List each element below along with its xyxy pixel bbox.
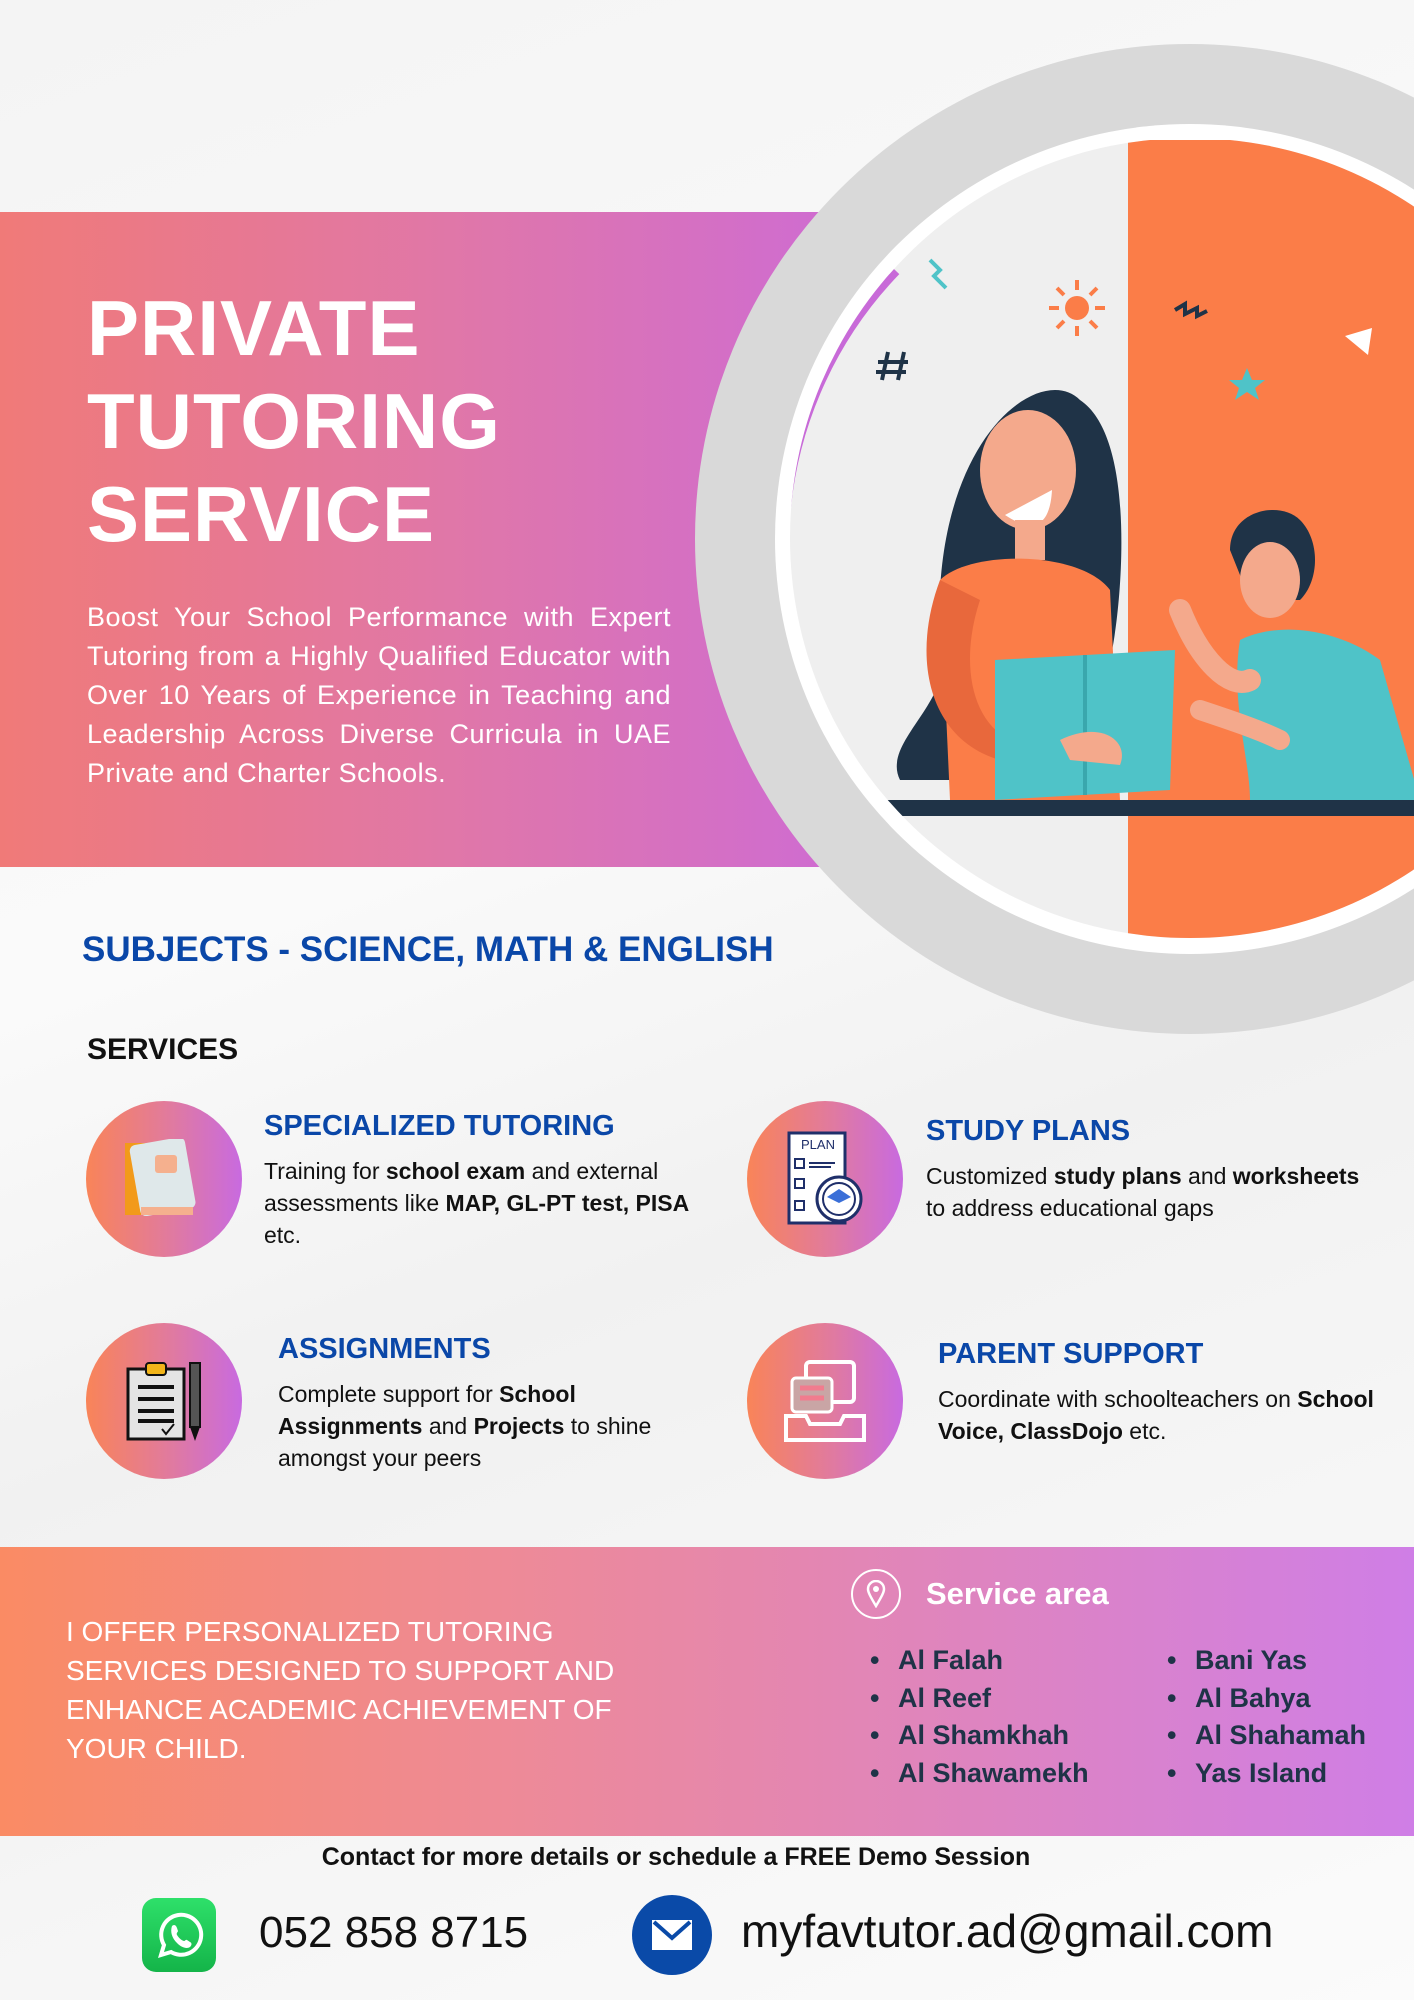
area-item: • Al Shawamekh <box>898 1758 1089 1796</box>
intro-text: Boost Your School Performance with Expert Tutoring from a Highly Qualified Educator with Over 10 Years of Experience in Teaching and Leadership Across Diverse Curricula in UAE Private and Charter Schools. <box>87 602 671 788</box>
offer-text: I OFFER PERSONALIZED TUTORING SERVICES DESIGNED TO SUPPORT AND ENHANCE ACADEMIC ACHIEVEMENT OF YOUR CHILD. <box>66 1616 615 1764</box>
service-parent-support <box>938 1338 1388 1447</box>
title-line: SERVICE <box>87 470 436 558</box>
chat-inbox-icon <box>747 1323 903 1479</box>
service-specialized-tutoring <box>264 1110 694 1251</box>
clipboard-pen-icon <box>86 1323 242 1479</box>
service-area-list <box>1195 1645 1366 1795</box>
title-line: TUTORING <box>87 377 501 465</box>
service-study-plans <box>926 1115 1376 1224</box>
location-pin-icon <box>851 1569 901 1619</box>
service-area-title: Service area <box>926 1576 1109 1611</box>
area-item: • Al Shahamah <box>1195 1720 1366 1758</box>
area-item: • Al Bahya <box>1195 1683 1366 1721</box>
book-icon <box>86 1101 242 1257</box>
service-area-list <box>898 1645 1089 1795</box>
services-heading: SERVICES <box>87 1033 239 1066</box>
service-description: Training for school exam and external assessments like MAP, GL-PT test, PISA etc. <box>264 1158 690 1248</box>
page-title <box>87 282 501 561</box>
service-description: Coordinate with schoolteachers on School Voice, ClassDojo etc. <box>938 1386 1374 1444</box>
service-description: Customized study plans and worksheets to address educational gaps <box>926 1163 1360 1221</box>
service-assignments <box>278 1333 718 1474</box>
subjects-heading: SUBJECTS - SCIENCE, MATH & ENGLISH <box>82 930 774 969</box>
service-description: Complete support for School Assignments and Projects to shine amongst your peers <box>278 1381 652 1471</box>
email-icon[interactable] <box>632 1895 712 1975</box>
plan-checklist-icon <box>747 1101 903 1257</box>
tutoring-illustration <box>780 140 1414 940</box>
area-item: • Yas Island <box>1195 1758 1366 1796</box>
service-title: PARENT SUPPORT <box>938 1338 1204 1370</box>
service-title: SPECIALIZED TUTORING <box>264 1110 615 1142</box>
whatsapp-icon[interactable] <box>142 1898 216 1972</box>
area-item: • Bani Yas <box>1195 1645 1366 1683</box>
area-item: • Al Reef <box>898 1683 1089 1721</box>
service-title: STUDY PLANS <box>926 1115 1131 1147</box>
title-line: PRIVATE <box>87 284 421 372</box>
area-item: • Al Shamkhah <box>898 1720 1089 1758</box>
service-title: ASSIGNMENTS <box>278 1333 491 1365</box>
contact-line: Contact for more details or schedule a FREE Demo Session <box>321 1843 1031 1871</box>
email-address[interactable]: myfavtutor.ad@gmail.com <box>741 1905 1274 1957</box>
area-item: • Al Falah <box>898 1645 1089 1683</box>
phone-number[interactable]: 052 858 8715 <box>259 1908 529 1957</box>
plan-label: PLAN <box>801 1137 835 1152</box>
